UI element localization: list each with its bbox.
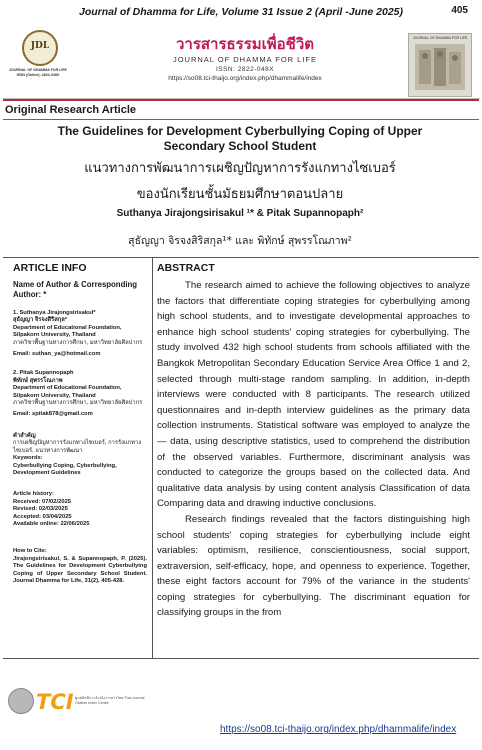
abstract-column (157, 262, 470, 621)
logo-journal-name: JOURNAL OF DHAMMA FOR LIFE ISSN (Online): 2822-048X (9, 68, 67, 77)
author2-name-th: พิทักษ์ สุพรรโณภาพ (13, 377, 63, 384)
divider (3, 119, 479, 120)
keywords-thai-label: คำสำคัญ (13, 432, 36, 439)
journal-title-thai: วารสารธรรมเพื่อชีวิต (175, 35, 315, 53)
article-title-english: The Guidelines for Development Cyberbullying Coping of Upper Secondary School Student (57, 124, 423, 153)
cover-title: JOURNAL OF DHAMMA FOR LIFE (412, 36, 468, 40)
journal-cover-thumbnail (408, 33, 472, 97)
footer-logo-icon (8, 688, 34, 714)
received-date: Received: 07/02/2025 (13, 498, 72, 505)
header-divider (3, 99, 479, 101)
author1-name-en: 1. Suthanya Jirajongsirisakul* (13, 310, 96, 316)
abstract-paragraph-1: The research aimed to achieve the following objectives to analyze the factors that differentiate coping strategies for cyberbullying among high school students, and to investigate developmental approaches to enhance high school students' coping strategies for cyberbullying. The study involved 432 high school students from schools affiliated with the Bangkok Metropolitan Secondary Education Service Area Office 1 and 2, selected through multi-stage random sampling. In addition, in-depth interviews were conducted with 8 participants. The research utilized questionnaires and in-depth interview guidelines as the primary data collection instruments. Statistical software was employed to analyze the— data, using descriptive statistics, used to comprehend the distribution of the observed variables. Furthermore, discriminant analysis was conducted to categorize the groups based on the collected data. And qualitative data analysis by using content analysis Classification of data Comparing data and drawing inductive conclusions. (157, 280, 470, 510)
tci-logo-subtitle: ศูนย์ดัชนีการอ้างอิงวารสารไทย Thai-Journal Citation Index Centre (75, 696, 145, 705)
cover-image-icon (409, 34, 471, 96)
footer-journal-link[interactable]: https://so08.tci-thaijo.org/index.php/dhammalife/index (220, 724, 457, 735)
divider (3, 257, 479, 258)
logo-letters: JDL (30, 41, 50, 51)
authors-english: Suthanya Jirajongsirisakul ¹* & Pitak Supannopaph² (116, 208, 364, 219)
keywords-label: Keywords: (13, 455, 43, 462)
revised-date: Revised: 02/03/2025 (13, 506, 68, 513)
author1-email[interactable]: Email: suthan_ya@hotmail.com (13, 351, 101, 358)
authors-thai: สุธัญญา จิรจงสิริสกุล¹* และ พิทักษ์ สุพรรโณภาพ² (128, 235, 352, 247)
author2-dept-th: ภาควิชาพื้นฐานทางการศึกษา, มหาวิทยาลัยศิลปากร (13, 400, 143, 407)
page-number: 405 (451, 5, 468, 16)
history-label: Article history: (13, 491, 54, 498)
available-date: Available online: 22/06/2025 (13, 520, 90, 527)
keywords-thai: การเผชิญปัญหาการรังแกทางไซเบอร์, การรังแกทางไซเบอร์, แนวทางการพัฒนา (13, 440, 142, 454)
author2-name-en: 2. Pitak Supannopaph (13, 370, 74, 377)
author1-name-th: สุธัญญา จิรจงสิริสกุล* (13, 317, 68, 324)
journal-logo (8, 28, 68, 94)
how-to-cite-label: How to Cite: (13, 548, 47, 555)
abstract-paragraph-2: Research findings revealed that the factors distinguishing high school students' coping strategies for cyberbullying include eight variables: optimism, resilience, conscientiousness, social support, extraversion, self-efficacy, hope, and openness to experience. Together, these eight factors account for 79% of the variance in the students' coping strategies for cyberbullying. The discriminant equation for classifying groups in the from (157, 513, 470, 619)
article-info-column (13, 262, 147, 585)
article-title-thai-line2: ของนักเรียนชั้นมัธยมศึกษาตอนปลาย (136, 187, 344, 202)
journal-title-english: JOURNAL OF DHAMMA FOR LIFE (172, 55, 318, 64)
author1-dept-en: Department of Educational Foundation, Silpakorn University, Thailand (13, 324, 122, 339)
corresponding-author-label: Name of Author & Corresponding Author: * (13, 280, 138, 299)
article-title-thai-line1: แนวทางการพัฒนาการเผชิญปัญหาการรังแกทางไซเบอร์ (84, 161, 396, 176)
keywords: Cyberbullying Coping, Cyberbullying, Development Guidelines (13, 462, 117, 476)
article-type-label: Original Research Article (5, 104, 137, 116)
citation: Jirajongsirisakul, S. & Supannopaph, P. (2025). The Guidelines for Development Cyberbullying Coping of Upper Secondary School Student. Journal Dhamma for Life, 31(2), 405-428. (13, 555, 147, 584)
author1-dept-th: ภาควิชาพื้นฐานทางการศึกษา, มหาวิทยาลัยศิลปากร (13, 339, 143, 346)
tci-logo: TCI (36, 690, 74, 714)
journal-url-header[interactable]: https://so08.tci-thaijo.org/index.php/dhammalife/index (168, 75, 322, 82)
accepted-date: Accepted: 03/04/2025 (13, 513, 72, 520)
author2-email[interactable]: Email: spitak878@gmail.com (13, 411, 93, 418)
journal-issn: ISSN: 2822-048X (215, 66, 275, 73)
column-divider (152, 258, 153, 658)
divider (3, 658, 479, 659)
logo-emblem-icon (22, 30, 58, 66)
author2-dept-en: Department of Educational Foundation, Silpakorn University, Thailand (13, 385, 122, 399)
article-info-heading: ARTICLE INFO (13, 262, 87, 274)
abstract-heading: ABSTRACT (157, 262, 215, 274)
running-head: Journal of Dhamma for Life, Volume 31 Issue 2 (April -June 2025) (78, 6, 404, 18)
